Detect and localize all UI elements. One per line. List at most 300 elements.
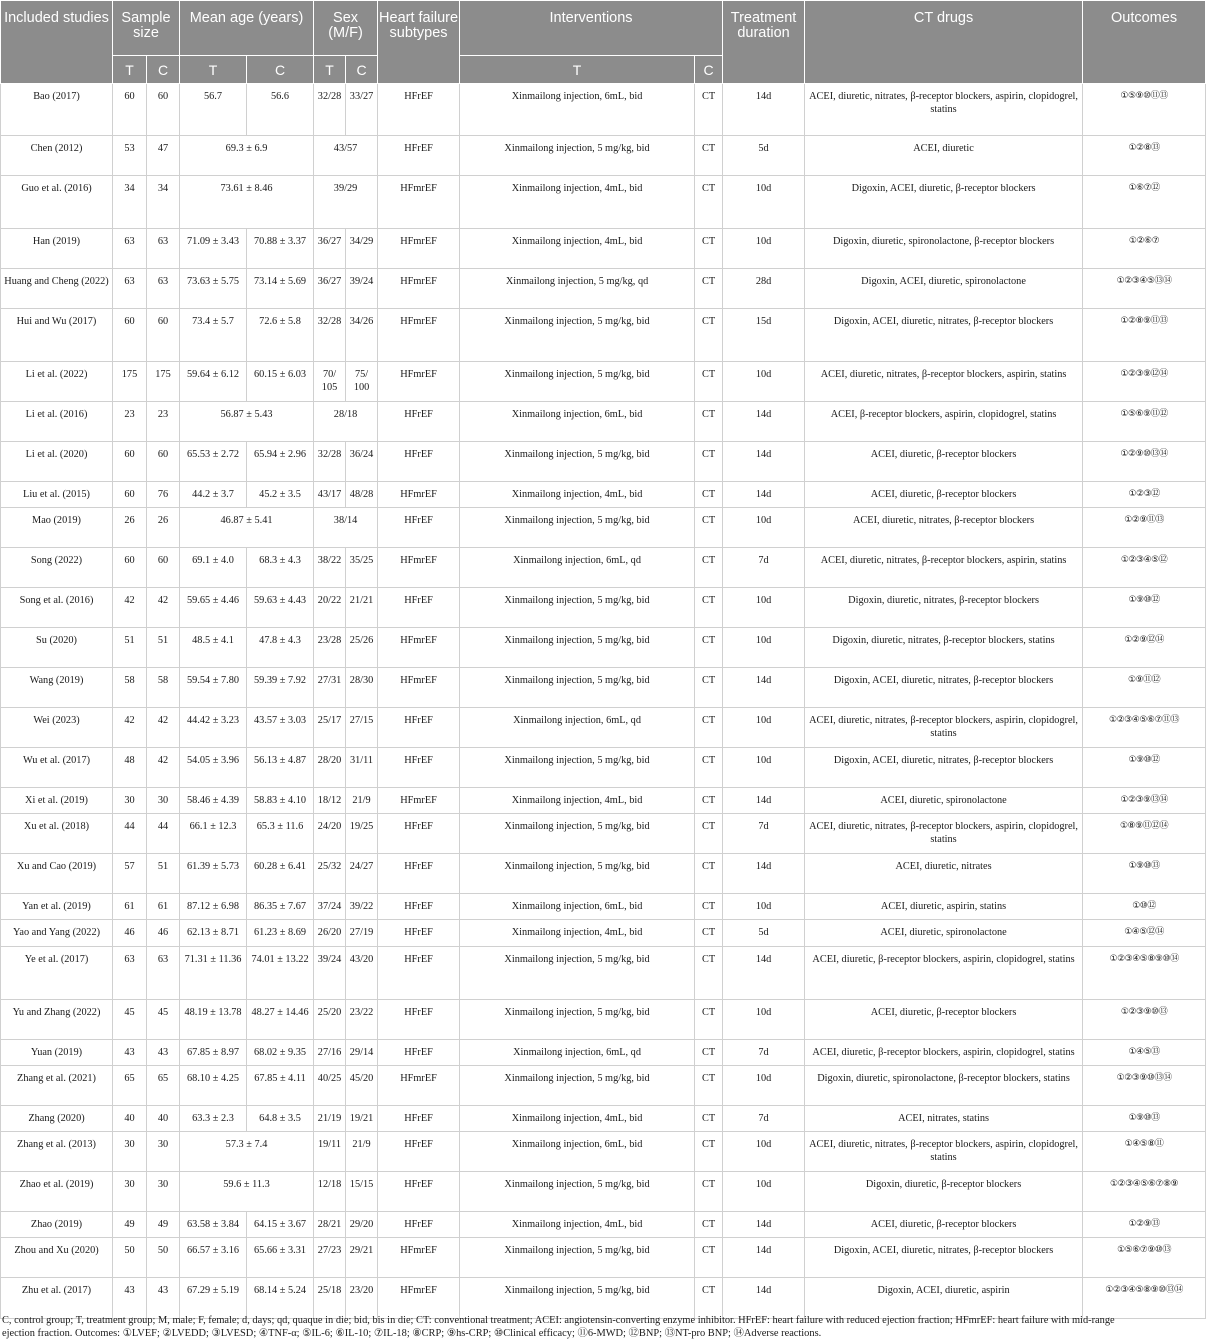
sample-size-t-cell: 23 — [113, 402, 147, 442]
sex-t-cell: 36/27 — [314, 229, 346, 269]
table-header — [1, 1, 1206, 84]
control-cell: CT — [695, 628, 723, 668]
hf-subtype-cell: HFmrEF — [378, 176, 460, 229]
table-row — [1, 362, 1206, 402]
table-row — [1, 1106, 1206, 1132]
table-row — [1, 309, 1206, 362]
mean-age-t-cell: 71.09 ± 3.43 — [180, 229, 247, 269]
outcomes-cell: ①⑨⑩⑬ — [1083, 1106, 1206, 1132]
outcomes-cell: ①⑧⑨⑪⑫⑭ — [1083, 814, 1206, 854]
mean-age-c-cell: 65.66 ± 3.31 — [247, 1238, 314, 1278]
sample-size-t-cell: 61 — [113, 894, 147, 920]
study-cell: Zhang et al. (2013) — [1, 1132, 113, 1172]
control-cell: CT — [695, 402, 723, 442]
sex-c-cell: 28/30 — [346, 668, 378, 708]
mean-age-t-cell: 73.63 ± 5.75 — [180, 269, 247, 309]
intervention-cell: Xinmailong injection, 5 mg/kg, bid — [460, 442, 695, 482]
hf-subtype-cell: HFrEF — [378, 894, 460, 920]
sex-c-cell: 27/19 — [346, 920, 378, 947]
sex-c-cell: 23/22 — [346, 1000, 378, 1040]
mean-age-cell: 69.3 ± 6.9 — [180, 136, 314, 176]
mean-age-t-cell: 48.19 ± 13.78 — [180, 1000, 247, 1040]
hf-subtype-cell: HFmrEF — [378, 269, 460, 309]
sample-size-c-cell: 49 — [147, 1212, 180, 1238]
control-cell: CT — [695, 1040, 723, 1066]
outcomes-cell: ①⑨⑩⑫ — [1083, 748, 1206, 788]
hf-subtype-cell: HFrEF — [378, 947, 460, 1000]
study-cell: Mao (2019) — [1, 508, 113, 548]
table-row — [1, 176, 1206, 229]
study-cell: Song (2022) — [1, 548, 113, 588]
table-row — [1, 1172, 1206, 1212]
control-cell: CT — [695, 788, 723, 814]
table-row — [1, 1278, 1206, 1319]
header-sex-t: T — [314, 56, 346, 84]
header-ct-drugs: CT drugs — [805, 1, 1083, 84]
intervention-cell: Xinmailong injection, 5 mg/kg, bid — [460, 1066, 695, 1106]
intervention-cell: Xinmailong injection, 4mL, bid — [460, 482, 695, 508]
control-cell: CT — [695, 1172, 723, 1212]
hf-subtype-cell: HFrEF — [378, 442, 460, 482]
treatment-duration-cell: 14d — [723, 1212, 805, 1238]
sex-c-cell: 43/20 — [346, 947, 378, 1000]
sex-t-cell: 40/25 — [314, 1066, 346, 1106]
table-row — [1, 748, 1206, 788]
sex-t-cell: 32/28 — [314, 442, 346, 482]
sex-t-cell: 24/20 — [314, 814, 346, 854]
table-row — [1, 588, 1206, 628]
table-row — [1, 402, 1206, 442]
hf-subtype-cell: HFrEF — [378, 136, 460, 176]
hf-subtype-cell: HFrEF — [378, 1106, 460, 1132]
table-row — [1, 1066, 1206, 1106]
study-cell: Wei (2023) — [1, 708, 113, 748]
mean-age-c-cell: 68.3 ± 4.3 — [247, 548, 314, 588]
study-cell: Hui and Wu (2017) — [1, 309, 113, 362]
sample-size-t-cell: 53 — [113, 136, 147, 176]
hf-subtype-cell: HFmrEF — [378, 362, 460, 402]
sample-size-t-cell: 46 — [113, 920, 147, 947]
ct-drugs-cell: Digoxin, diuretic, nitrates, β-receptor blockers, statins — [805, 628, 1083, 668]
sample-size-t-cell: 43 — [113, 1040, 147, 1066]
hf-subtype-cell: HFrEF — [378, 814, 460, 854]
mean-age-c-cell: 68.02 ± 9.35 — [247, 1040, 314, 1066]
control-cell: CT — [695, 309, 723, 362]
sample-size-c-cell: 43 — [147, 1278, 180, 1319]
mean-age-t-cell: 63.58 ± 3.84 — [180, 1212, 247, 1238]
mean-age-cell: 57.3 ± 7.4 — [180, 1132, 314, 1172]
header-sex-c: C — [346, 56, 378, 84]
control-cell: CT — [695, 814, 723, 854]
intervention-cell: Xinmailong injection, 4mL, bid — [460, 1212, 695, 1238]
control-cell: CT — [695, 894, 723, 920]
outcomes-cell: ①④⑤⑫⑭ — [1083, 920, 1206, 947]
hf-subtype-cell: HFrEF — [378, 508, 460, 548]
treatment-duration-cell: 10d — [723, 708, 805, 748]
mean-age-c-cell: 58.83 ± 4.10 — [247, 788, 314, 814]
sample-size-c-cell: 34 — [147, 176, 180, 229]
ct-drugs-cell: ACEI, diuretic, β-receptor blockers — [805, 1212, 1083, 1238]
study-cell: Li et al. (2022) — [1, 362, 113, 402]
intervention-cell: Xinmailong injection, 6mL, qd — [460, 1040, 695, 1066]
sample-size-c-cell: 76 — [147, 482, 180, 508]
ct-drugs-cell: Digoxin, diuretic, nitrates, β-receptor blockers — [805, 588, 1083, 628]
header-outcomes: Outcomes — [1083, 1, 1206, 84]
sex-c-cell: 29/20 — [346, 1212, 378, 1238]
control-cell: CT — [695, 1238, 723, 1278]
mean-age-c-cell: 72.6 ± 5.8 — [247, 309, 314, 362]
mean-age-t-cell: 44.2 ± 3.7 — [180, 482, 247, 508]
mean-age-c-cell: 64.8 ± 3.5 — [247, 1106, 314, 1132]
outcomes-cell: ①②③⑨⑫⑭ — [1083, 362, 1206, 402]
table-row — [1, 1212, 1206, 1238]
intervention-cell: Xinmailong injection, 5 mg/kg, bid — [460, 136, 695, 176]
outcomes-cell: ①②③④⑤⑫ — [1083, 548, 1206, 588]
sex-t-cell: 23/28 — [314, 628, 346, 668]
sample-size-t-cell: 63 — [113, 229, 147, 269]
hf-subtype-cell: HFmrEF — [378, 1238, 460, 1278]
ct-drugs-cell: ACEI, diuretic, spironolactone — [805, 788, 1083, 814]
study-cell: Bao (2017) — [1, 84, 113, 136]
study-cell: Chen (2012) — [1, 136, 113, 176]
sample-size-c-cell: 60 — [147, 309, 180, 362]
table-body — [1, 84, 1206, 1319]
treatment-duration-cell: 10d — [723, 1000, 805, 1040]
ct-drugs-cell: ACEI, diuretic — [805, 136, 1083, 176]
mean-age-c-cell: 45.2 ± 3.5 — [247, 482, 314, 508]
sample-size-t-cell: 57 — [113, 854, 147, 894]
intervention-cell: Xinmailong injection, 5 mg/kg, bid — [460, 854, 695, 894]
sex-t-cell: 37/24 — [314, 894, 346, 920]
study-cell: Zhang (2020) — [1, 1106, 113, 1132]
ct-drugs-cell: ACEI, diuretic, β-receptor blockers, aspirin, clopidogrel, statins — [805, 947, 1083, 1000]
ct-drugs-cell: Digoxin, ACEI, diuretic, nitrates, β-receptor blockers — [805, 748, 1083, 788]
table-row — [1, 84, 1206, 136]
intervention-cell: Xinmailong injection, 4mL, bid — [460, 176, 695, 229]
outcomes-cell: ①②⑧⑬ — [1083, 136, 1206, 176]
table-row — [1, 269, 1206, 309]
intervention-cell: Xinmailong injection, 6mL, qd — [460, 548, 695, 588]
sex-t-cell: 39/24 — [314, 947, 346, 1000]
treatment-duration-cell: 7d — [723, 548, 805, 588]
sample-size-c-cell: 175 — [147, 362, 180, 402]
table-row — [1, 708, 1206, 748]
mean-age-c-cell: 67.85 ± 4.11 — [247, 1066, 314, 1106]
sex-t-cell: 27/31 — [314, 668, 346, 708]
outcomes-cell: ①②⑨⑫⑭ — [1083, 628, 1206, 668]
sample-size-t-cell: 60 — [113, 84, 147, 136]
ct-drugs-cell: Digoxin, ACEI, diuretic, β-receptor blockers — [805, 176, 1083, 229]
hf-subtype-cell: HFmrEF — [378, 309, 460, 362]
control-cell: CT — [695, 84, 723, 136]
sex-t-cell: 28/21 — [314, 1212, 346, 1238]
control-cell: CT — [695, 1278, 723, 1319]
sample-size-t-cell: 40 — [113, 1106, 147, 1132]
study-cell: Han (2019) — [1, 229, 113, 269]
study-cell: Huang and Cheng (2022) — [1, 269, 113, 309]
mean-age-c-cell: 47.8 ± 4.3 — [247, 628, 314, 668]
intervention-cell: Xinmailong injection, 4mL, bid — [460, 788, 695, 814]
outcomes-cell: ①⑤⑥⑨⑪⑫ — [1083, 402, 1206, 442]
treatment-duration-cell: 10d — [723, 628, 805, 668]
table-row — [1, 229, 1206, 269]
mean-age-t-cell: 59.65 ± 4.46 — [180, 588, 247, 628]
sample-size-c-cell: 51 — [147, 854, 180, 894]
outcomes-cell: ①②③④⑤⑥⑦⑧⑨ — [1083, 1172, 1206, 1212]
header-mean-age: Mean age (years) — [180, 1, 314, 56]
mean-age-t-cell: 59.64 ± 6.12 — [180, 362, 247, 402]
header-intervention-c: C — [695, 56, 723, 84]
intervention-cell: Xinmailong injection, 5 mg/kg, bid — [460, 309, 695, 362]
intervention-cell: Xinmailong injection, 5 mg/kg, bid — [460, 814, 695, 854]
sex-c-cell: 21/9 — [346, 788, 378, 814]
treatment-duration-cell: 10d — [723, 894, 805, 920]
table-row — [1, 947, 1206, 1000]
mean-age-c-cell: 61.23 ± 8.69 — [247, 920, 314, 947]
ct-drugs-cell: ACEI, diuretic, β-receptor blockers, aspirin, clopidogrel, statins — [805, 1040, 1083, 1066]
table-row — [1, 1040, 1206, 1066]
sex-t-cell: 12/18 — [314, 1172, 346, 1212]
table-footnote: C, control group; T, treatment group; M, male; F, female; d, days; qd, quaque in die; bid, bis in die; CT: conventional treatment; ACEI: angiotensin-converting enzyme inhibitor. HFrEF: heart failure with reduced ejection fraction; HFmrEF: heart failure with mid-range ejection fraction. Outcomes: ①LVEF; ②LVEDD; ③LVESD; ④TNF-α; ⑤IL-6; ⑥IL-10; ⑦IL-18; ⑧CRP; ⑨hs-CRP; ⑩Clinical efficacy; ⑪6-MWD; ⑫BNP; ⑬NT-pro BNP; ⑭Adverse reactions. — [2, 1315, 1115, 1339]
control-cell: CT — [695, 269, 723, 309]
header-age-t: T — [180, 56, 247, 84]
outcomes-cell: ①②③⑨⑩⑬ — [1083, 1000, 1206, 1040]
sample-size-c-cell: 43 — [147, 1040, 180, 1066]
sex-c-cell: 33/27 — [346, 84, 378, 136]
outcomes-cell: ①⑩⑫ — [1083, 894, 1206, 920]
study-cell: Xi et al. (2019) — [1, 788, 113, 814]
mean-age-t-cell: 66.57 ± 3.16 — [180, 1238, 247, 1278]
sex-cell: 39/29 — [314, 176, 378, 229]
ct-drugs-cell: Digoxin, ACEI, diuretic, nitrates, β-receptor blockers — [805, 1238, 1083, 1278]
intervention-cell: Xinmailong injection, 5 mg/kg, qd — [460, 269, 695, 309]
intervention-cell: Xinmailong injection, 6mL, bid — [460, 894, 695, 920]
header-sample-t: T — [113, 56, 147, 84]
control-cell: CT — [695, 442, 723, 482]
control-cell: CT — [695, 920, 723, 947]
mean-age-t-cell: 87.12 ± 6.98 — [180, 894, 247, 920]
treatment-duration-cell: 10d — [723, 176, 805, 229]
outcomes-cell: ①②③④⑤⑧⑨⑩⑬⑭ — [1083, 1278, 1206, 1319]
sample-size-t-cell: 30 — [113, 788, 147, 814]
treatment-duration-cell: 28d — [723, 269, 805, 309]
ct-drugs-cell: Digoxin, ACEI, diuretic, nitrates, β-receptor blockers — [805, 668, 1083, 708]
intervention-cell: Xinmailong injection, 5 mg/kg, bid — [460, 748, 695, 788]
sex-t-cell: 32/28 — [314, 309, 346, 362]
intervention-cell: Xinmailong injection, 6mL, bid — [460, 402, 695, 442]
sex-c-cell: 36/24 — [346, 442, 378, 482]
outcomes-cell: ①②③⑨⑩⑬⑭ — [1083, 1066, 1206, 1106]
header-age-c: C — [247, 56, 314, 84]
sex-t-cell: 25/17 — [314, 708, 346, 748]
study-cell: Zhou and Xu (2020) — [1, 1238, 113, 1278]
control-cell: CT — [695, 748, 723, 788]
mean-age-c-cell: 68.14 ± 5.24 — [247, 1278, 314, 1319]
ct-drugs-cell: Digoxin, diuretic, β-receptor blockers — [805, 1172, 1083, 1212]
sex-c-cell: 29/14 — [346, 1040, 378, 1066]
sample-size-c-cell: 42 — [147, 708, 180, 748]
treatment-duration-cell: 14d — [723, 668, 805, 708]
sex-t-cell: 18/12 — [314, 788, 346, 814]
table-row — [1, 482, 1206, 508]
sex-c-cell: 39/24 — [346, 269, 378, 309]
control-cell: CT — [695, 1066, 723, 1106]
ct-drugs-cell: ACEI, diuretic, nitrates, β-receptor blockers, aspirin, clopidogrel, statins — [805, 708, 1083, 748]
sample-size-c-cell: 60 — [147, 84, 180, 136]
mean-age-t-cell: 48.5 ± 4.1 — [180, 628, 247, 668]
ct-drugs-cell: ACEI, diuretic, nitrates, β-receptor blockers, aspirin, statins — [805, 362, 1083, 402]
sample-size-t-cell: 49 — [113, 1212, 147, 1238]
sample-size-t-cell: 50 — [113, 1238, 147, 1278]
sample-size-t-cell: 63 — [113, 269, 147, 309]
intervention-cell: Xinmailong injection, 5 mg/kg, bid — [460, 628, 695, 668]
sample-size-t-cell: 63 — [113, 947, 147, 1000]
outcomes-cell: ①②⑥⑦ — [1083, 229, 1206, 269]
sex-c-cell: 27/15 — [346, 708, 378, 748]
hf-subtype-cell: HFrEF — [378, 920, 460, 947]
sex-t-cell: 70/ 105 — [314, 362, 346, 402]
ct-drugs-cell: ACEI, diuretic, β-receptor blockers — [805, 1000, 1083, 1040]
header-hf-subtypes: Heart failure subtypes — [378, 1, 460, 84]
study-cell: Song et al. (2016) — [1, 588, 113, 628]
sample-size-c-cell: 47 — [147, 136, 180, 176]
sample-size-c-cell: 40 — [147, 1106, 180, 1132]
hf-subtype-cell: HFmrEF — [378, 668, 460, 708]
outcomes-cell: ①⑥⑦⑫ — [1083, 176, 1206, 229]
control-cell: CT — [695, 136, 723, 176]
hf-subtype-cell: HFrEF — [378, 708, 460, 748]
hf-subtype-cell: HFmrEF — [378, 628, 460, 668]
outcomes-cell: ①②③④⑤⑥⑦⑪⑬ — [1083, 708, 1206, 748]
ct-drugs-cell: ACEI, nitrates, statins — [805, 1106, 1083, 1132]
sample-size-t-cell: 45 — [113, 1000, 147, 1040]
hf-subtype-cell: HFrEF — [378, 748, 460, 788]
study-cell: Xu et al. (2018) — [1, 814, 113, 854]
study-cell: Yan et al. (2019) — [1, 894, 113, 920]
sample-size-c-cell: 46 — [147, 920, 180, 947]
hf-subtype-cell: HFrEF — [378, 588, 460, 628]
treatment-duration-cell: 10d — [723, 508, 805, 548]
outcomes-cell: ①②③④⑤⑧⑨⑩⑭ — [1083, 947, 1206, 1000]
hf-subtype-cell: HFrEF — [378, 402, 460, 442]
treatment-duration-cell: 10d — [723, 229, 805, 269]
treatment-duration-cell: 10d — [723, 1132, 805, 1172]
sample-size-c-cell: 30 — [147, 1132, 180, 1172]
treatment-duration-cell: 7d — [723, 814, 805, 854]
mean-age-cell: 73.61 ± 8.46 — [180, 176, 314, 229]
mean-age-c-cell: 70.88 ± 3.37 — [247, 229, 314, 269]
mean-age-c-cell: 73.14 ± 5.69 — [247, 269, 314, 309]
sex-t-cell: 20/22 — [314, 588, 346, 628]
mean-age-c-cell: 86.35 ± 7.67 — [247, 894, 314, 920]
treatment-duration-cell: 14d — [723, 402, 805, 442]
sample-size-c-cell: 60 — [147, 442, 180, 482]
ct-drugs-cell: Digoxin, diuretic, spironolactone, β-receptor blockers — [805, 229, 1083, 269]
study-cell: Wang (2019) — [1, 668, 113, 708]
study-cell: Yao and Yang (2022) — [1, 920, 113, 947]
hf-subtype-cell: HFmrEF — [378, 482, 460, 508]
mean-age-t-cell: 63.3 ± 2.3 — [180, 1106, 247, 1132]
control-cell: CT — [695, 508, 723, 548]
header-intervention-t: T — [460, 56, 695, 84]
sample-size-t-cell: 60 — [113, 482, 147, 508]
intervention-cell: Xinmailong injection, 5 mg/kg, bid — [460, 362, 695, 402]
ct-drugs-cell: Digoxin, ACEI, diuretic, aspirin — [805, 1278, 1083, 1319]
intervention-cell: Xinmailong injection, 5 mg/kg, bid — [460, 508, 695, 548]
sex-c-cell: 39/22 — [346, 894, 378, 920]
sample-size-t-cell: 58 — [113, 668, 147, 708]
outcomes-cell: ①②⑨⑬ — [1083, 1212, 1206, 1238]
sex-t-cell: 25/20 — [314, 1000, 346, 1040]
ct-drugs-cell: ACEI, diuretic, nitrates, β-receptor blockers, aspirin, clopidogrel, statins — [805, 1132, 1083, 1172]
sex-c-cell: 35/25 — [346, 548, 378, 588]
mean-age-c-cell: 65.3 ± 11.6 — [247, 814, 314, 854]
header-sex: Sex (M/F) — [314, 1, 378, 56]
hf-subtype-cell: HFrEF — [378, 854, 460, 894]
intervention-cell: Xinmailong injection, 5 mg/kg, bid — [460, 1238, 695, 1278]
sample-size-t-cell: 30 — [113, 1172, 147, 1212]
study-cell: Yuan (2019) — [1, 1040, 113, 1066]
sample-size-t-cell: 44 — [113, 814, 147, 854]
outcomes-cell: ①②⑨⑩⑬⑭ — [1083, 442, 1206, 482]
ct-drugs-cell: ACEI, diuretic, nitrates, β-receptor blockers — [805, 508, 1083, 548]
header-interventions: Interventions — [460, 1, 723, 56]
treatment-duration-cell: 15d — [723, 309, 805, 362]
sex-c-cell: 29/21 — [346, 1238, 378, 1278]
hf-subtype-cell: HFmrEF — [378, 1278, 460, 1319]
header-included-studies: Included studies — [1, 1, 113, 84]
outcomes-cell: ①⑨⑩⑬ — [1083, 854, 1206, 894]
sex-t-cell: 28/20 — [314, 748, 346, 788]
control-cell: CT — [695, 708, 723, 748]
mean-age-t-cell: 71.31 ± 11.36 — [180, 947, 247, 1000]
hf-subtype-cell: HFrEF — [378, 1172, 460, 1212]
sample-size-c-cell: 26 — [147, 508, 180, 548]
control-cell: CT — [695, 1000, 723, 1040]
sample-size-c-cell: 45 — [147, 1000, 180, 1040]
treatment-duration-cell: 10d — [723, 1172, 805, 1212]
mean-age-c-cell: 56.6 — [247, 84, 314, 136]
sample-size-c-cell: 65 — [147, 1066, 180, 1106]
mean-age-c-cell: 59.39 ± 7.92 — [247, 668, 314, 708]
treatment-duration-cell: 10d — [723, 588, 805, 628]
treatment-duration-cell: 14d — [723, 442, 805, 482]
treatment-duration-cell: 14d — [723, 482, 805, 508]
ct-drugs-cell: ACEI, diuretic, spironolactone — [805, 920, 1083, 947]
intervention-cell: Xinmailong injection, 5 mg/kg, bid — [460, 668, 695, 708]
study-cell: Zhu et al. (2017) — [1, 1278, 113, 1319]
sample-size-t-cell: 26 — [113, 508, 147, 548]
control-cell: CT — [695, 668, 723, 708]
mean-age-t-cell: 73.4 ± 5.7 — [180, 309, 247, 362]
sample-size-c-cell: 63 — [147, 947, 180, 1000]
sample-size-c-cell: 42 — [147, 588, 180, 628]
sample-size-t-cell: 34 — [113, 176, 147, 229]
mean-age-c-cell: 56.13 ± 4.87 — [247, 748, 314, 788]
table-row — [1, 508, 1206, 548]
sample-size-c-cell: 63 — [147, 229, 180, 269]
table-row — [1, 1000, 1206, 1040]
outcomes-cell: ①②⑨⑪⑬ — [1083, 508, 1206, 548]
ct-drugs-cell: ACEI, diuretic, aspirin, statins — [805, 894, 1083, 920]
mean-age-t-cell: 69.1 ± 4.0 — [180, 548, 247, 588]
hf-subtype-cell: HFmrEF — [378, 788, 460, 814]
control-cell: CT — [695, 482, 723, 508]
intervention-cell: Xinmailong injection, 6mL, bid — [460, 1132, 695, 1172]
study-cell: Zhao (2019) — [1, 1212, 113, 1238]
treatment-duration-cell: 14d — [723, 947, 805, 1000]
sex-cell: 28/18 — [314, 402, 378, 442]
